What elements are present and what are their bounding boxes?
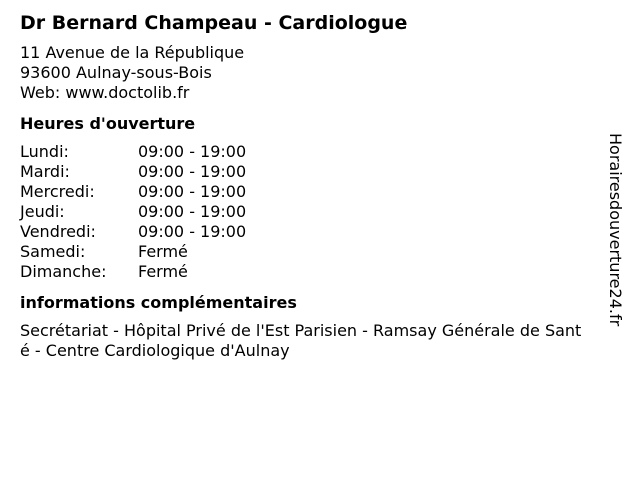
hours-row-saturday (20, 242, 585, 262)
hours-row-tuesday (20, 162, 585, 182)
hours-row-thursday (20, 202, 585, 222)
address-city: 93600 Aulnay-sous-Bois (20, 63, 212, 82)
day-label: Samedi: (20, 242, 86, 261)
hours-value: 09:00 - 19:00 (138, 222, 247, 241)
day-label: Lundi: (20, 142, 69, 161)
additional-info-text: Secrétariat - Hôpital Privé de l'Est Parisien - Ramsay Générale de Santé - Centre Cardiologique d'Aulnay (20, 321, 582, 360)
additional-info-heading: informations complémentaires (20, 293, 297, 312)
address-street: 11 Avenue de la République (20, 43, 245, 62)
brand-watermark: Horairesdouverture24.fr (606, 133, 625, 327)
hours-value: 09:00 - 19:00 (138, 202, 247, 221)
hours-row-monday (20, 142, 585, 162)
opening-hours-table (20, 142, 585, 282)
website-link[interactable]: Web: www.doctolib.fr (20, 83, 190, 102)
opening-hours-heading: Heures d'ouverture (20, 114, 196, 133)
page-title: Dr Bernard Champeau - Cardiologue (20, 12, 408, 34)
hours-value: Fermé (138, 262, 188, 281)
business-card (20, 10, 585, 361)
hours-row-wednesday (20, 182, 585, 202)
hours-row-sunday (20, 262, 585, 282)
hours-value: 09:00 - 19:00 (138, 182, 247, 201)
hours-value: 09:00 - 19:00 (138, 142, 247, 161)
day-label: Vendredi: (20, 222, 96, 241)
hours-row-friday (20, 222, 585, 242)
hours-value: 09:00 - 19:00 (138, 162, 247, 181)
day-label: Mardi: (20, 162, 70, 181)
day-label: Dimanche: (20, 262, 107, 281)
address-block (20, 43, 585, 103)
hours-value: Fermé (138, 242, 188, 261)
day-label: Jeudi: (20, 202, 65, 221)
day-label: Mercredi: (20, 182, 95, 201)
